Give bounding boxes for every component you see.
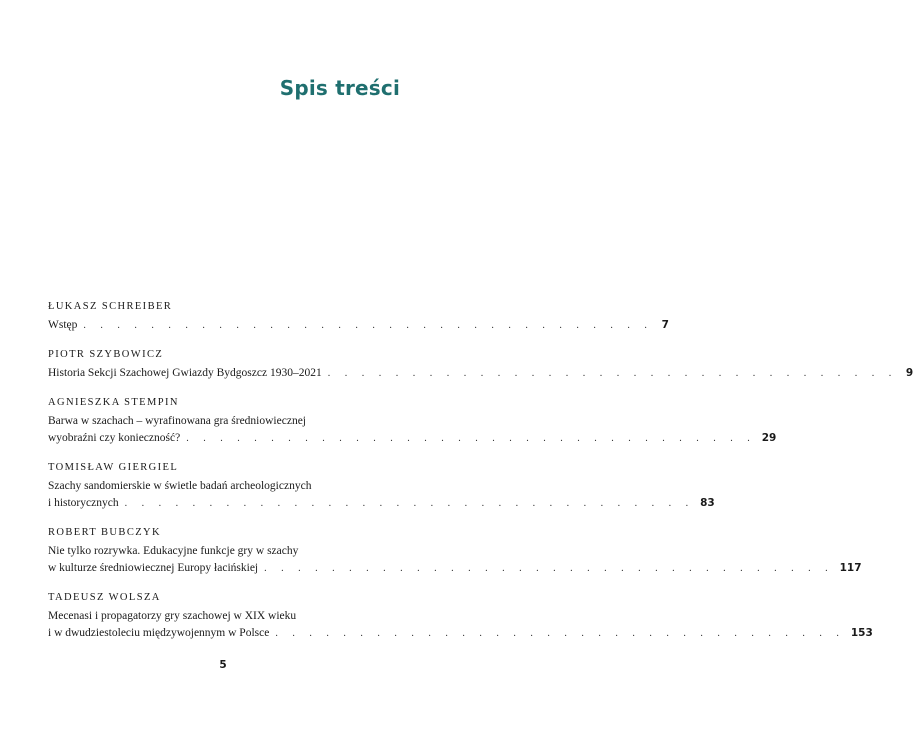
- entry-author: PIOTR SZYBOWICZ: [48, 349, 164, 360]
- toc-entry: [48, 591, 873, 642]
- toc-entry: [48, 348, 913, 382]
- entry-author: ŁUKASZ SCHREIBER: [48, 301, 173, 312]
- toc-entry: [48, 396, 777, 447]
- entry-title-line: [48, 430, 777, 447]
- page-title: Spis treści: [279, 76, 400, 100]
- entry-page: 9: [905, 367, 913, 379]
- entry-title-line: [48, 543, 398, 560]
- entry-title: Wstęp: [48, 319, 78, 331]
- entry-page: 153: [850, 627, 873, 639]
- entry-title-line: [48, 413, 398, 430]
- entry-title-line: [48, 365, 913, 382]
- leader-dots: . . . . . . . . . . . . . . . . . . . . . . . . . . . . . . . . . .: [186, 433, 756, 444]
- leader-dots: . . . . . . . . . . . . . . . . . . . . . . . . . . . . . . . . . .: [264, 563, 834, 574]
- entry-author: AGNIESZKA STEMPIN: [48, 397, 179, 408]
- entry-page: 7: [661, 319, 669, 331]
- entry-title-line: [48, 478, 398, 495]
- entry-title: Historia Sekcji Szachowej Gwiazdy Bydgoszcz 1930–2021: [48, 367, 322, 379]
- table-of-contents: [48, 300, 913, 656]
- entry-author: TOMISŁAW GIERGIEL: [48, 462, 179, 473]
- entry-title-line: [48, 608, 398, 625]
- toc-entry: [48, 300, 669, 334]
- toc-entry: [48, 526, 862, 577]
- entry-title-line: [48, 560, 862, 577]
- leader-dots: . . . . . . . . . . . . . . . . . . . . . . . . . . . . . . . . . .: [327, 368, 898, 379]
- leader-dots: . . . . . . . . . . . . . . . . . . . . . . . . . . . . . . . . . .: [124, 498, 695, 509]
- entry-title: Barwa w szachach – wyrafinowana gra średniowiecznej: [48, 415, 306, 427]
- entry-title: Mecenasi i propagatorzy gry szachowej w XIX wieku: [48, 610, 297, 622]
- entry-page: 117: [839, 562, 862, 574]
- page-number: 5: [219, 659, 227, 671]
- entry-author: ROBERT BUBCZYK: [48, 527, 161, 538]
- toc-entry: [48, 461, 715, 512]
- entry-title-line: [48, 495, 715, 512]
- entry-title-continued: wyobraźni czy konieczność?: [48, 432, 181, 444]
- entry-page: 83: [700, 497, 715, 509]
- entry-title-line: [48, 625, 873, 642]
- entry-title-continued: w kulturze średniowiecznej Europy łacińskiej: [48, 562, 259, 574]
- leader-dots: . . . . . . . . . . . . . . . . . . . . . . . . . . . . . . . . . .: [83, 320, 653, 331]
- entry-author: TADEUSZ WOLSZA: [48, 592, 161, 603]
- entry-title-continued: i historycznych: [48, 497, 119, 509]
- entry-title: Szachy sandomierskie w świetle badań archeologicznych: [48, 480, 312, 492]
- entry-title-line: [48, 317, 669, 334]
- entry-title: Nie tylko rozrywka. Edukacyjne funkcje gry w szachy: [48, 545, 299, 557]
- entry-page: 29: [761, 432, 777, 444]
- entry-title-continued: i w dwudziestoleciu międzywojennym w Polsce: [48, 627, 270, 639]
- leader-dots: . . . . . . . . . . . . . . . . . . . . . . . . . . . . . . . . . .: [275, 628, 845, 639]
